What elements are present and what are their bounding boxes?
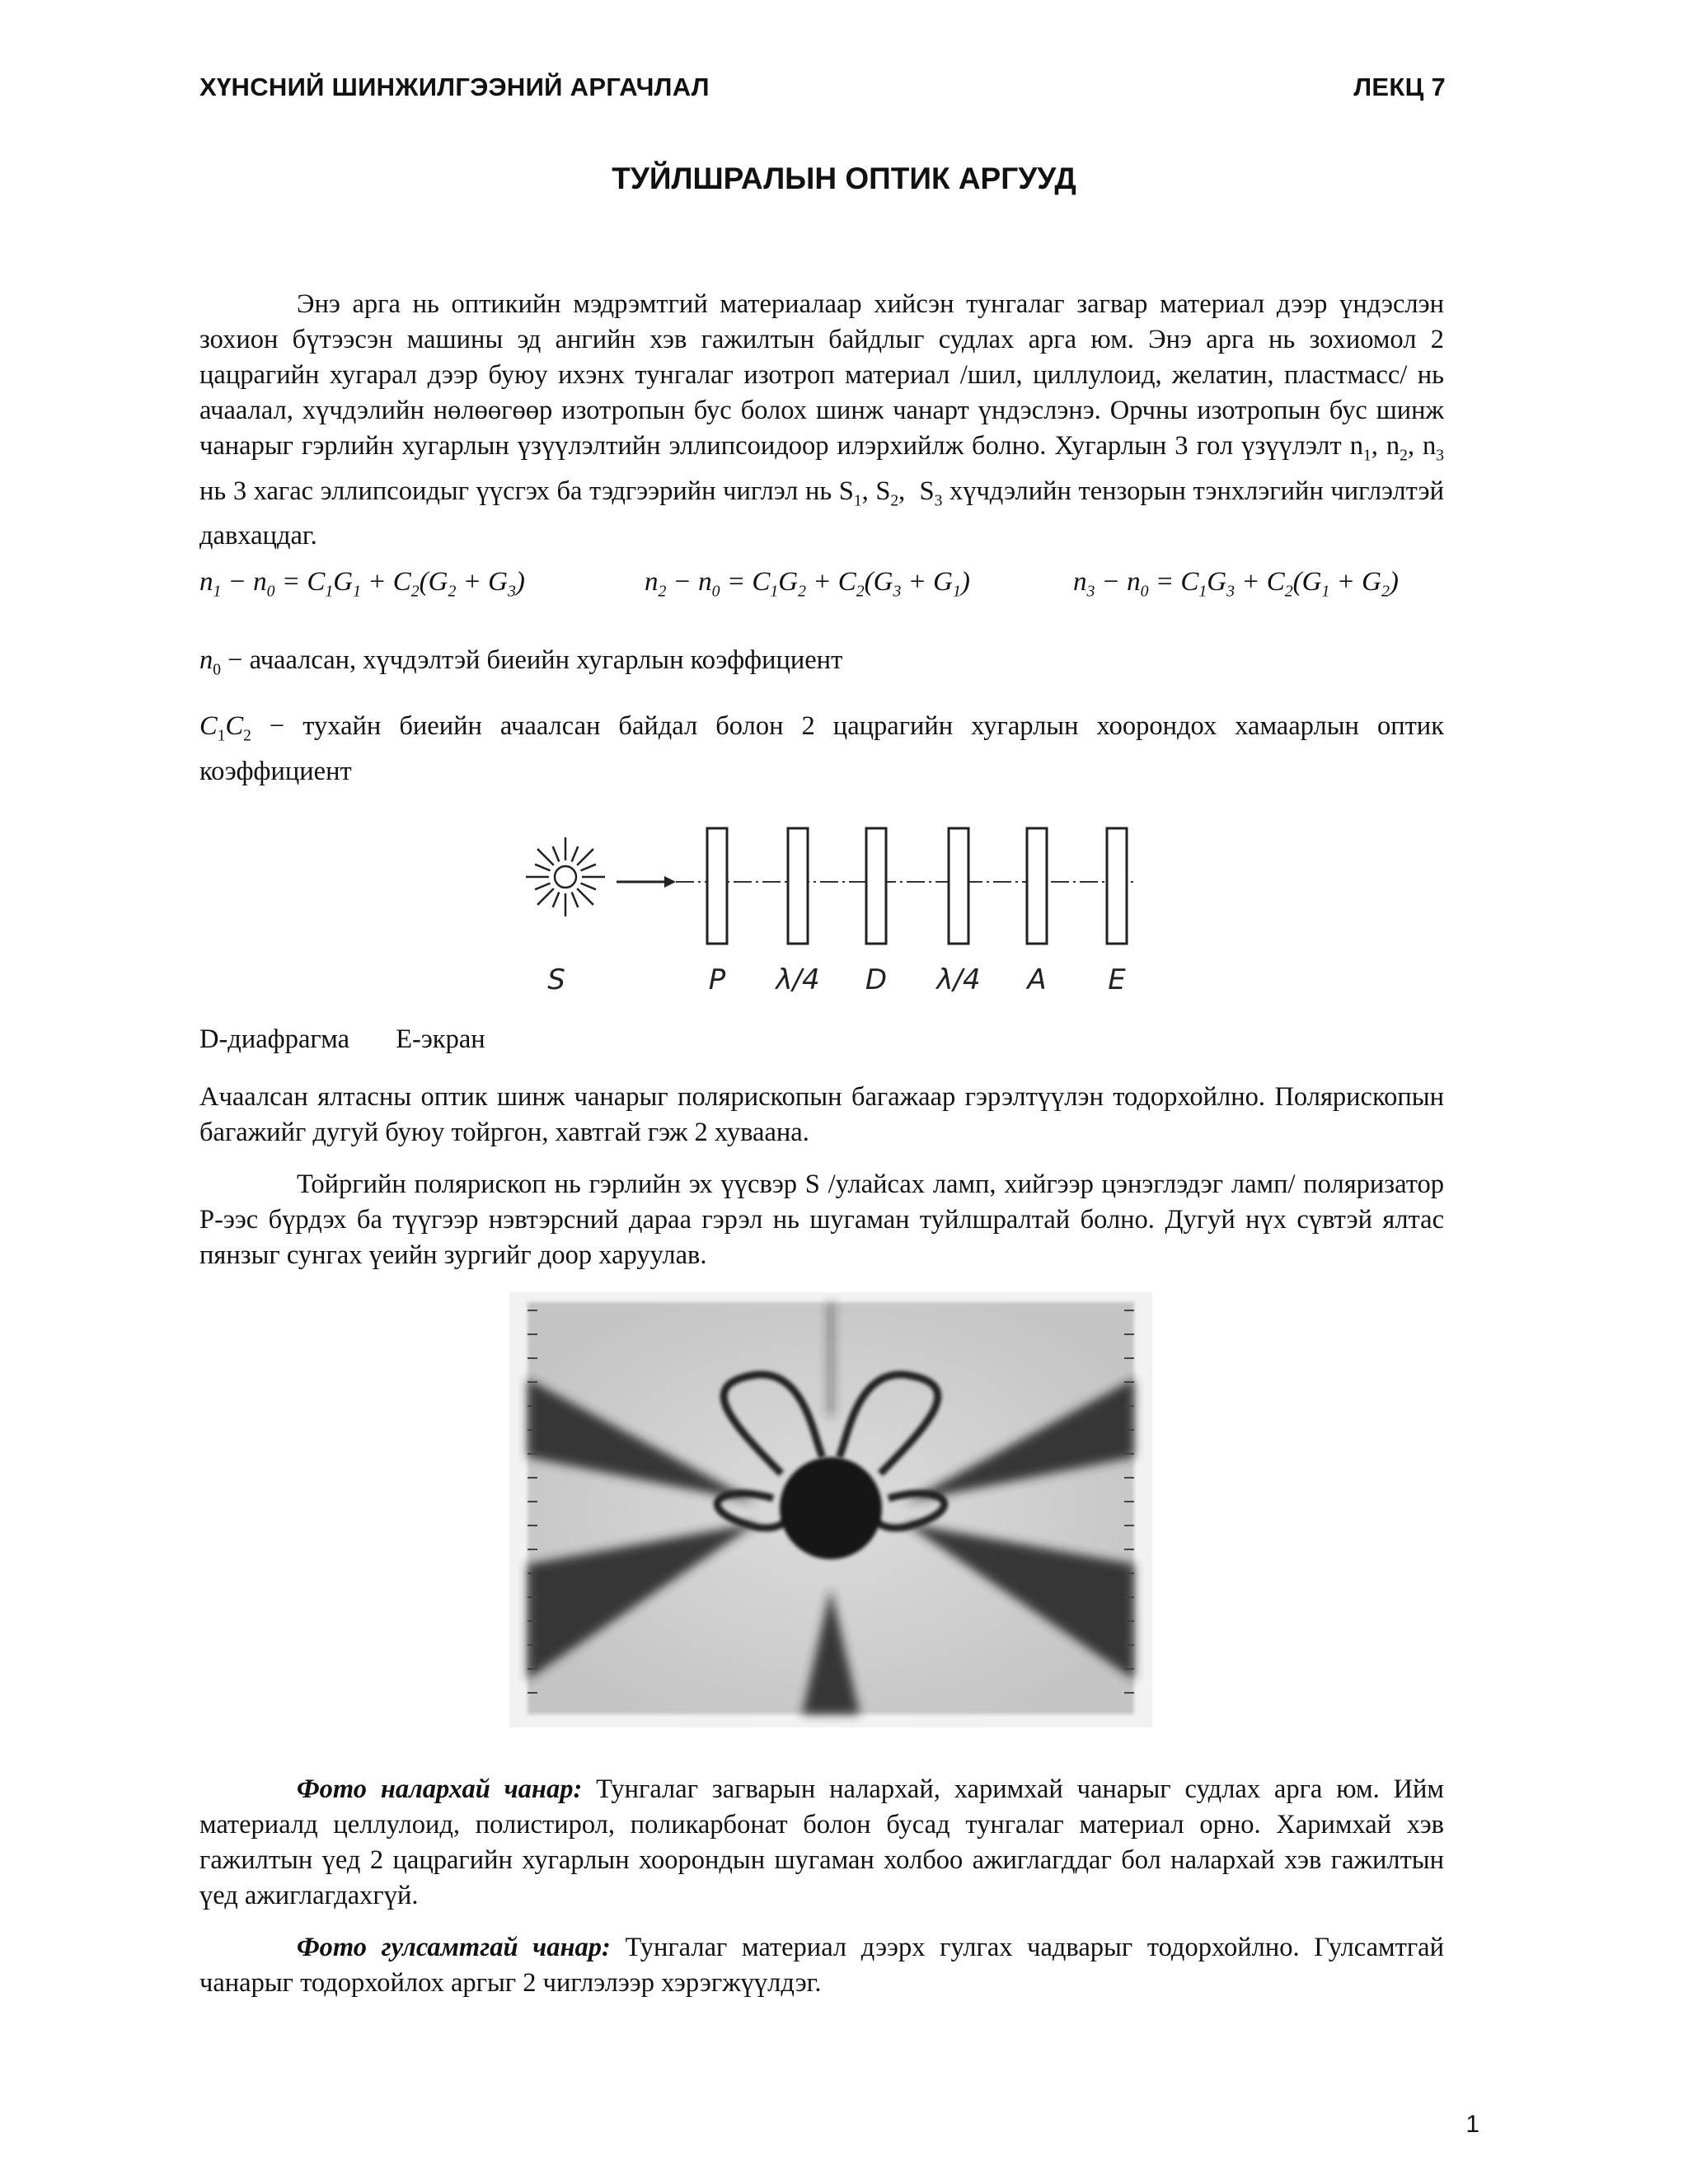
photo-creep-text: Тунгалаг материал дээрх гулгах чадварыг тодорхойлно. Гулсамтгай чанарыг тодорхойлох аргыг 2 чиглэлээр хэрэгжүүлдэг. <box>199 1933 1444 1998</box>
polariscope-diagram <box>511 820 1154 1005</box>
formula-row <box>199 567 1485 608</box>
diagram-label-6: E <box>1108 963 1126 996</box>
formula-n2: $n_2 - n_0 = C_1G_2 + C_2(G_3 + G_1)$ <box>645 567 970 601</box>
intro-text-1: Энэ арга нь оптикийн мэдрэмтгий материалаар хийсэн тунгалаг загвар материал дээр үндэслэн зохион бүтээсэн машины эд ангийн хэв гажилтын байдлыг судлах арга юм. Энэ арга нь зохиомол 2 цацрагийн хугарал дээр буюу ихэнх тунгалаг изотроп материал /шил, циллулоид, желатин, пластмасс/ нь ачаалал, хүчдэлийн нөлөөгөөр изотропын бус болох шинж чанарт үндэслэнэ. Орчны изотропын бус шинж чанарыг гэрлийн хугарлын үзүүлэлтийн эллипсоидоор илэрхийлж болно. Хугарлын 3 гол үзүүлэлт n <box>199 289 1444 461</box>
header-lecture-number: ЛЕКЦ 7 <box>1353 73 1446 101</box>
page-header <box>199 73 1446 110</box>
optical-element-2 <box>788 828 808 944</box>
definition-n0: $n_0$ − ачаалсан, хүчдэлтэй биеийн хугарлын коэффициент <box>199 645 843 679</box>
paragraph-polariscope: Ачаалсан ялтасны оптик шинж чанарыг полярископын багажаар гэрэлтүүлэн тодорхойлно. Полярископын багажийг дугуй буюу тойргон, хавтгай гэж 2 хуваана. <box>199 1082 1444 1147</box>
definition-n0-text: − ачаалсан, хүчдэлтэй биеийн хугарлын коэффициент <box>221 645 843 675</box>
paragraph-circular-polariscope: Тойргийн полярископ нь гэрлийн эх үүсвэр S /улайсах ламп, хийгээр цэнэглэдэг ламп/ поляризатор Р-ээс бүрдэх ба түүгээр нэвтэрсний дараа гэрэл нь шугаман туйлшралтай болно. Дугуй нүх сүвтэй ялтас пянзыг сунгах үеийн зургийг доор харуулав. <box>199 1169 1444 1270</box>
formula-n1: $n_1 - n_0 = C_1G_1 + C_2(G_2 + G_3)$ <box>199 567 525 601</box>
light-source-icon <box>526 837 605 916</box>
page-title: ТУЙЛШРАЛЫН ОПТИК АРГУУД <box>612 162 1076 195</box>
diagram-legend <box>199 1024 525 1055</box>
diagram-label-4: λ/4 <box>936 963 981 996</box>
definition-c1c2: $C_1C_2$ − тухайн биеийн ачаалсан байдал болон 2 цацрагийн хугарлын хоорондох хамаарлын оптик коэффициент <box>199 711 1444 786</box>
diagram-label-2: λ/4 <box>776 963 820 996</box>
optical-element-4 <box>949 828 968 944</box>
header-course-title: ХҮНСНИЙ ШИНЖИЛГЭЭНИЙ АРГАЧЛАЛ <box>199 73 710 101</box>
legend-diaphragm: D-диафрагма <box>199 1024 350 1054</box>
paragraph-photo-plasticity <box>199 1772 1444 1914</box>
optical-element-5 <box>1027 828 1047 944</box>
diagram-label-3: D <box>865 963 888 996</box>
hole <box>780 1457 882 1559</box>
photoelastic-fringe-photo <box>509 1292 1152 1727</box>
diagram-label-1: P <box>708 963 726 996</box>
definition-c-text: − тухайн биеийн ачаалсан байдал болон 2 цацрагийн хугарлын хоорондох хамаарлын оптик коэффициент <box>199 711 1444 786</box>
optical-element-3 <box>866 828 886 944</box>
diagram-label-0: S <box>547 963 565 996</box>
paragraph-intro: Энэ арга нь оптикийн мэдрэмтгий материалаар хийсэн тунгалаг загвар материал дээр үндэслэн зохион бүтээсэн машины эд ангийн хэв гажилтын байдлыг судлах арга юм. Энэ арга нь зохиомол 2 цацрагийн хугарал дээр буюу ихэнх тунгалаг изотроп материал /шил, циллулоид, желатин, пластмасс/ нь ачаалал, хүчдэлийн нөлөөгөөр изотропын бус болох шинж чанарт үндэслэнэ. Орчны изотропын бус шинж чанарыг гэрлийн хугарлын үзүүлэлтийн эллипсоидоор илэрхийлж болно. Хугарлын 3 гол үзүүлэлт $n_1$, $n_2$, $n_3$ нь 3 хагас эллипсоидыг үүсгэх ба тэдгээрийн чиглэл нь $S_1$, $S_2$, $S_3$ хүчдэлийн тензорын тэнхлэгийн чиглэлтэй давхацдаг. <box>199 289 1445 551</box>
optical-element-1 <box>707 828 727 944</box>
intro-text-3: хүчдэлийн тензорын тэнхлэгийн чиглэлтэй давхацдаг. <box>199 476 1444 551</box>
arrowhead-icon <box>664 876 676 888</box>
page-number: 1 <box>1465 2111 1479 2138</box>
paragraph-photo-creep <box>199 1930 1444 2001</box>
formula-n3: $n_3 - n_0 = C_1G_3 + C_2(G_1 + G_2)$ <box>1073 567 1399 601</box>
photo-creep-term: Фото гулсамтгай чанар: <box>297 1933 611 1962</box>
photo-plasticity-term: Фото налархай чанар: <box>297 1774 583 1804</box>
intro-text-2: нь 3 хагас эллипсоидыг үүсгэх ба тэдгээрийн чиглэл нь S <box>199 476 854 506</box>
diagram-label-5: A <box>1027 963 1047 996</box>
photo-plasticity-text: Тунгалаг загварын налархай, харимхай чанарыг судлах арга юм. Ийм материалд целлулоид, полистирол, поликарбонат болон бусад тунгалаг материал орно. Харимхай хэв гажилтын үед 2 цацрагийн хугарлын хоорондын шугаман холбоо ажиглагддаг бол налархай хэв гажилтын үед ажиглагдахгүй. <box>199 1774 1444 1910</box>
optical-element-6 <box>1107 828 1127 944</box>
legend-screen: E-экран <box>396 1024 485 1054</box>
